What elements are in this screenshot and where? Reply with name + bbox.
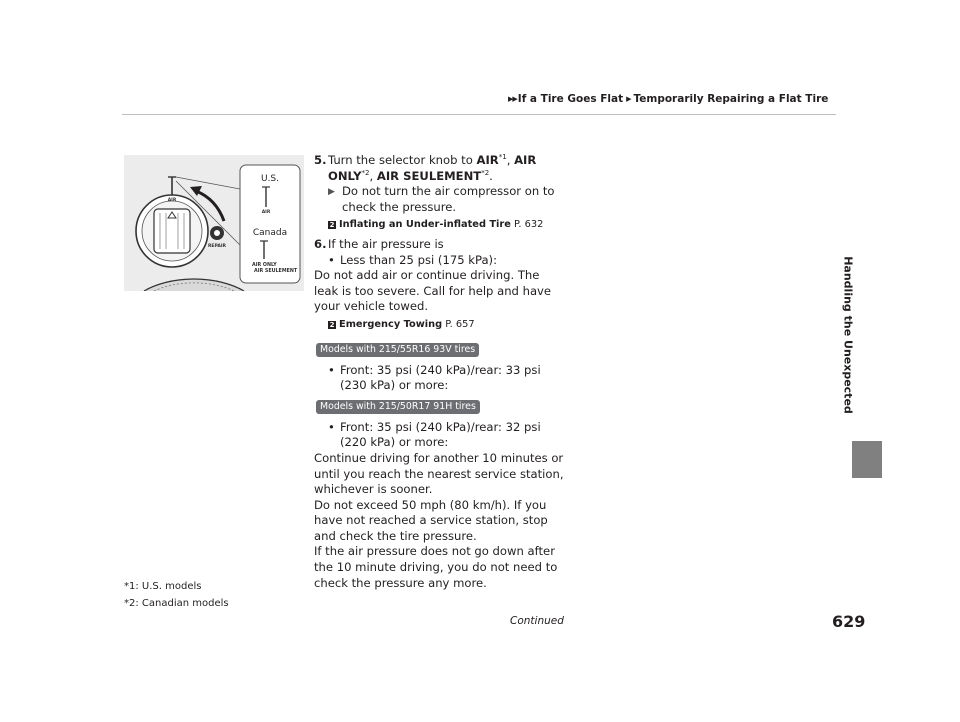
canada-air-only-label: AIR ONLY	[252, 263, 277, 268]
separator: ,	[369, 168, 377, 183]
reference-page: P. 632	[514, 219, 544, 231]
breadcrumb-arrow-icon: ▶▶	[508, 95, 517, 103]
selector-knob-illustration	[124, 155, 304, 291]
step-text: Turn the selector knob to	[328, 153, 477, 167]
separator: .	[489, 168, 493, 183]
illustration-svg	[124, 155, 304, 291]
us-label: U.S.	[260, 174, 280, 184]
model-tag: Models with 215/55R16 93V tires	[316, 343, 479, 357]
step-5	[314, 153, 566, 233]
bullet-dot: •	[328, 252, 335, 267]
mode-air-seulement: AIR SEULEMENT	[376, 168, 482, 183]
side-tab-marker	[852, 441, 882, 478]
separator: ,	[506, 153, 515, 167]
mode-air: AIR	[476, 153, 499, 167]
step-6	[314, 237, 566, 253]
bullet-item	[314, 363, 566, 394]
breadcrumb-item: If a Tire Goes Flat	[517, 93, 624, 105]
breadcrumb-arrow-icon: ▶	[626, 95, 632, 103]
note-arrow-icon: ▶	[328, 187, 335, 198]
reference-icon: 2	[329, 320, 335, 329]
step-number: 5.	[314, 153, 327, 167]
instructions	[314, 153, 566, 591]
canada-label: Canada	[252, 228, 288, 238]
paragraph: Continue driving for another 10 minutes or until you reach the nearest service station, whichever is sooner.	[314, 450, 564, 497]
breadcrumb	[508, 93, 828, 105]
us-air-label: AIR	[261, 210, 271, 215]
bullet-dot: •	[328, 362, 335, 377]
paragraph: Do not exceed 50 mph (80 km/h). If you have not reached a service station, stop and check the tire pressure.	[314, 497, 548, 543]
model-tag: Models with 215/50R17 91H tires	[316, 400, 480, 414]
bullet-item	[314, 420, 566, 451]
bullet-text: Less than 25 psi (175 kPa):	[340, 252, 497, 267]
paragraph: Do not add air or continue driving. The leak is too severe. Call for help and have your vehicle towed.	[314, 268, 552, 314]
bullet-text: Front: 35 psi (240 kPa)/rear: 32 psi (220 kPa) or more:	[340, 419, 541, 450]
mode-air-only: AIR ONLY	[328, 153, 537, 183]
reference-page: P. 657	[445, 318, 475, 330]
footnote: *1: U.S. models	[124, 581, 202, 592]
reference-title[interactable]: Inflating an Under-inflated Tire	[339, 219, 511, 231]
step-text: If the air pressure is	[328, 236, 444, 251]
reference-icon: 2	[329, 221, 335, 230]
breadcrumb-item: Temporarily Repairing a Flat Tire	[633, 93, 829, 105]
footnote: *2: Canadian models	[124, 598, 229, 609]
page-number: 629	[832, 612, 866, 631]
footnote-ref: *2	[361, 168, 370, 177]
cross-reference[interactable]	[328, 217, 566, 233]
bullet-item	[314, 253, 566, 269]
header-divider	[122, 114, 836, 115]
bullet-text: Front: 35 psi (240 kPa)/rear: 33 psi (230 kPa) or more:	[340, 362, 541, 393]
side-tab-text: Handling the Unexpected	[841, 256, 855, 414]
bullet-dot: •	[328, 419, 335, 434]
paragraph: If the air pressure does not go down after the 10 minute driving, you do not need to check the pressure any more.	[314, 544, 558, 590]
selector-knob-grip	[154, 209, 190, 253]
continued-label: Continued	[510, 615, 564, 627]
cross-reference[interactable]	[314, 317, 566, 333]
side-tab-label	[836, 210, 860, 460]
footnote-ref: *1	[498, 153, 507, 162]
reference-title[interactable]: Emergency Towing	[339, 318, 443, 330]
footnote-ref: *2	[481, 168, 490, 177]
repair-label: REPAIR	[207, 244, 227, 249]
note-text: Do not turn the air compressor on to check the pressure.	[342, 184, 555, 214]
step-number: 6.	[314, 236, 327, 251]
canada-air-seulement-label: AIR SEULEMENT	[254, 269, 298, 274]
step-5-note	[328, 184, 566, 215]
knob-air-label: AIR	[167, 198, 177, 203]
